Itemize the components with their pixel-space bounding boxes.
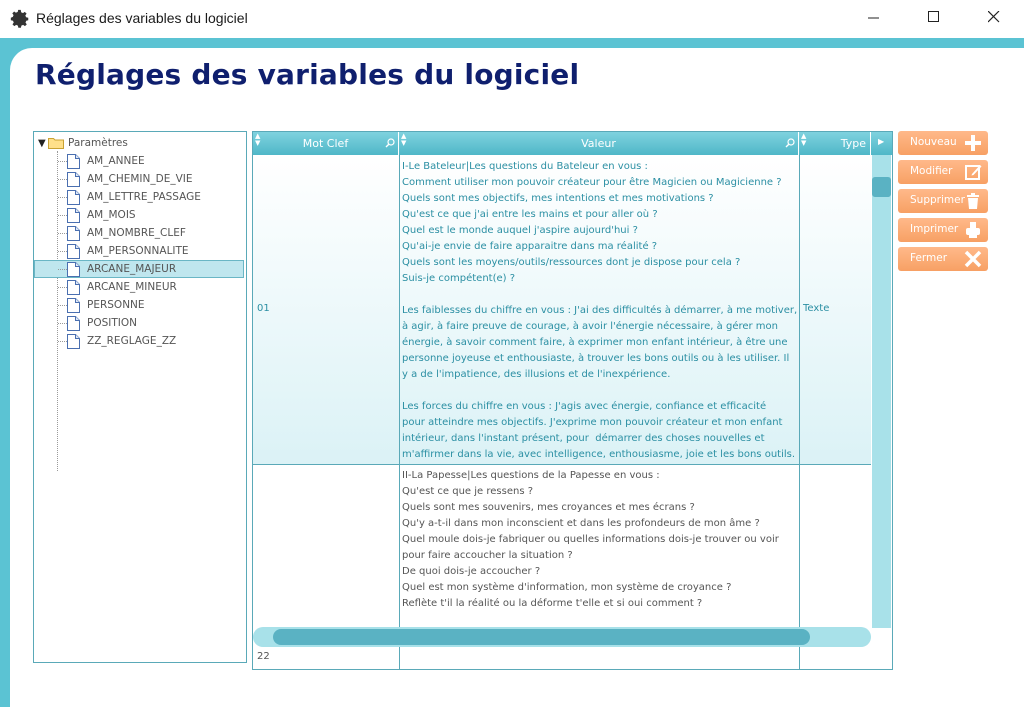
tree-item-label: AM_MOIS xyxy=(87,209,136,221)
valeur-line: m'affirmer dans la vie, avec intelligence, enthousiasme, joie et les bons outils. xyxy=(402,449,796,460)
document-icon xyxy=(67,262,80,277)
tree-item-label: AM_LETTRE_PASSAGE xyxy=(87,191,201,203)
vertical-scrollbar[interactable] xyxy=(872,155,891,628)
valeur-line: personne joyeuse et enthousiaste, à trouver les bons outils ou à les utiliser. Il xyxy=(402,353,790,364)
vertical-scrollbar-thumb[interactable] xyxy=(872,177,891,197)
button-label: Nouveau xyxy=(910,136,957,148)
sort-icon[interactable]: ▲ ▼ xyxy=(255,132,261,147)
button-label: Fermer xyxy=(910,252,948,264)
valeur-line: Qu'est ce que je ressens ? xyxy=(402,486,534,497)
modifier-button[interactable] xyxy=(898,160,988,184)
column-header-label: Mot Clef xyxy=(302,137,349,150)
valeur-line: Quels sont mes souvenirs, mes croyances et mes écrans ? xyxy=(402,502,695,513)
column-divider xyxy=(399,155,400,670)
valeur-line: Quel est le monde auquel j'aspire aujourd'hui ? xyxy=(402,225,638,236)
fermer-button[interactable] xyxy=(898,247,988,271)
maximize-button[interactable] xyxy=(912,0,958,36)
tree-connector xyxy=(58,341,67,342)
scroll-right-button[interactable] xyxy=(871,132,892,155)
valeur-line: Reflète t'il la réalité ou la déforme t'elle et si oui comment ? xyxy=(402,598,703,609)
edit-icon xyxy=(964,163,982,181)
valeur-line xyxy=(402,383,797,399)
maximize-icon xyxy=(928,11,940,23)
tree-connector xyxy=(57,151,58,471)
nouveau-button[interactable] xyxy=(898,131,988,155)
document-icon xyxy=(67,334,80,349)
chevron-right-icon: ▶ xyxy=(878,137,885,146)
valeur-line: Les forces du chiffre en vous : J'agis avec énergie, confiance et efficacité xyxy=(402,401,767,412)
tree-item-label: ARCANE_MINEUR xyxy=(87,281,177,293)
supprimer-button[interactable] xyxy=(898,189,988,213)
button-label: Modifier xyxy=(910,165,953,177)
valeur-line: Quels sont mes objectifs, mes intentions et mes motivations ? xyxy=(402,193,714,204)
search-icon[interactable] xyxy=(785,138,795,148)
search-icon[interactable] xyxy=(385,138,395,148)
tree-connector xyxy=(58,269,67,270)
folder-icon xyxy=(48,137,64,149)
tree-connector xyxy=(58,287,67,288)
tree-connector xyxy=(58,215,67,216)
tree-item[interactable] xyxy=(67,314,245,332)
valeur-line: Quels sont les moyens/outils/ressources dont je dispose pour cela ? xyxy=(402,257,741,268)
valeur-line: intérieur, dans l'instant présent, pour démarrer des choses nouvelles et xyxy=(402,433,765,444)
tree-item[interactable] xyxy=(67,332,245,350)
valeur-line: Comment utiliser mon pouvoir créateur pour être Magicien ou Magicienne ? xyxy=(402,177,782,188)
valeur-line: pour atteindre mes objectifs. J'exprime mon pouvoir créateur et mon enfant xyxy=(402,417,783,428)
document-icon xyxy=(67,208,80,223)
cell-valeur xyxy=(402,468,779,612)
tree-item-label: AM_CHEMIN_DE_VIE xyxy=(87,173,193,185)
tree-item[interactable] xyxy=(67,242,245,260)
button-label: Supprimer xyxy=(910,194,965,206)
tree-item[interactable] xyxy=(67,206,245,224)
column-header-valeur[interactable] xyxy=(399,132,799,155)
tree-connector xyxy=(58,233,67,234)
tree-connector xyxy=(58,305,67,306)
valeur-line: I-Le Bateleur|Les questions du Bateleur en vous : xyxy=(402,161,648,172)
sort-icon[interactable]: ▲ ▼ xyxy=(801,132,807,147)
column-divider xyxy=(799,155,800,670)
cell-mot-clef: 22 xyxy=(257,651,270,662)
horizontal-scrollbar-thumb[interactable] xyxy=(273,629,810,645)
table-row[interactable] xyxy=(253,155,871,465)
valeur-line: Quel est mon système d'information, mon système de croyance ? xyxy=(402,582,732,593)
cell-type: Texte xyxy=(803,303,830,314)
column-header-label: Type xyxy=(840,137,866,150)
tree-item-label: ZZ_REGLAGE_ZZ xyxy=(87,335,177,347)
tree-item-label: AM_NOMBRE_CLEF xyxy=(87,227,186,239)
imprimer-button[interactable] xyxy=(898,218,988,242)
valeur-line: Qu'est ce que j'ai entre les mains et pour aller où ? xyxy=(402,209,658,220)
window-titlebar xyxy=(0,0,1024,39)
column-header-type[interactable] xyxy=(799,132,871,155)
valeur-line: Les faiblesses du chiffre en vous : J'ai des difficultés à démarrer, à me motiver, xyxy=(402,305,798,316)
valeur-line: Qu'y a-t-il dans mon inconscient et dans les profondeurs de mon âme ? xyxy=(402,518,760,529)
valeur-line: De quoi dois-je accoucher ? xyxy=(402,566,541,577)
tree-item[interactable] xyxy=(67,170,245,188)
trash-icon xyxy=(964,192,982,210)
document-icon xyxy=(67,154,80,169)
minimize-button[interactable] xyxy=(852,0,898,36)
tree-item[interactable] xyxy=(67,152,245,170)
close-icon xyxy=(988,11,1000,23)
tree-item-label: PERSONNE xyxy=(87,299,145,311)
page-title: Réglages des variables du logiciel xyxy=(35,58,580,91)
plus-icon xyxy=(964,134,982,152)
table-header xyxy=(253,132,892,155)
button-label: Imprimer xyxy=(910,223,959,235)
valeur-line: Qu'ai-je envie de faire apparaitre dans ma réalité ? xyxy=(402,241,658,252)
tree-item[interactable] xyxy=(67,188,245,206)
document-icon xyxy=(67,280,80,295)
tree-item[interactable] xyxy=(67,224,245,242)
tree-item[interactable] xyxy=(67,296,245,314)
column-header-label: Valeur xyxy=(581,137,616,150)
expand-arrow-icon[interactable]: ▼ xyxy=(38,137,46,149)
valeur-line: Quel moule dois-je fabriquer ou quelles informations dois-je trouver ou voir xyxy=(402,534,779,545)
variables-table[interactable] xyxy=(252,131,893,670)
gear-icon xyxy=(9,8,31,30)
cell-valeur xyxy=(402,159,797,463)
print-icon xyxy=(964,221,982,239)
parameters-tree[interactable] xyxy=(33,131,247,663)
valeur-line: II-La Papesse|Les questions de la Papesse en vous : xyxy=(402,470,660,481)
tree-connector xyxy=(58,179,67,180)
tree-connector xyxy=(58,197,67,198)
tree-connector xyxy=(58,323,67,324)
sort-icon[interactable]: ▲ ▼ xyxy=(401,132,407,147)
tree-item-label: AM_PERSONNALITE xyxy=(87,245,189,257)
document-icon xyxy=(67,316,80,331)
tree-root[interactable] xyxy=(38,135,128,151)
horizontal-scrollbar[interactable] xyxy=(253,627,871,647)
tree-connector xyxy=(58,161,67,162)
close-window-button[interactable] xyxy=(972,0,1018,36)
window-title: Réglages des variables du logiciel xyxy=(36,10,248,26)
column-header-mot-clef[interactable] xyxy=(253,132,399,155)
valeur-line: pour faire accoucher la situation ? xyxy=(402,550,573,561)
tree-root-label: Paramètres xyxy=(68,137,128,149)
tree-item-label: POSITION xyxy=(87,317,137,329)
document-icon xyxy=(67,244,80,259)
cell-mot-clef: 01 xyxy=(257,303,270,314)
document-icon xyxy=(67,172,80,187)
minimize-icon xyxy=(868,11,880,23)
valeur-line: énergie, à savoir comment faire, à exprimer mon enfant intérieur, à être une xyxy=(402,337,788,348)
valeur-line: y a de l'impatience, des illusions et de l'inexpérience. xyxy=(402,369,671,380)
tree-item-label: AM_ANNEE xyxy=(87,155,145,167)
valeur-line: à agir, à faire preuve de courage, à avoir l'énergie nécessaire, à gérer mon xyxy=(402,321,779,332)
document-icon xyxy=(67,298,80,313)
valeur-line xyxy=(402,287,797,303)
tree-connector xyxy=(58,251,67,252)
close-icon xyxy=(964,250,982,268)
document-icon xyxy=(67,226,80,241)
valeur-line: Suis-je compétent(e) ? xyxy=(402,273,516,284)
tree-item[interactable] xyxy=(67,278,245,296)
document-icon xyxy=(67,190,80,205)
tree-item-label: ARCANE_MAJEUR xyxy=(87,263,177,275)
